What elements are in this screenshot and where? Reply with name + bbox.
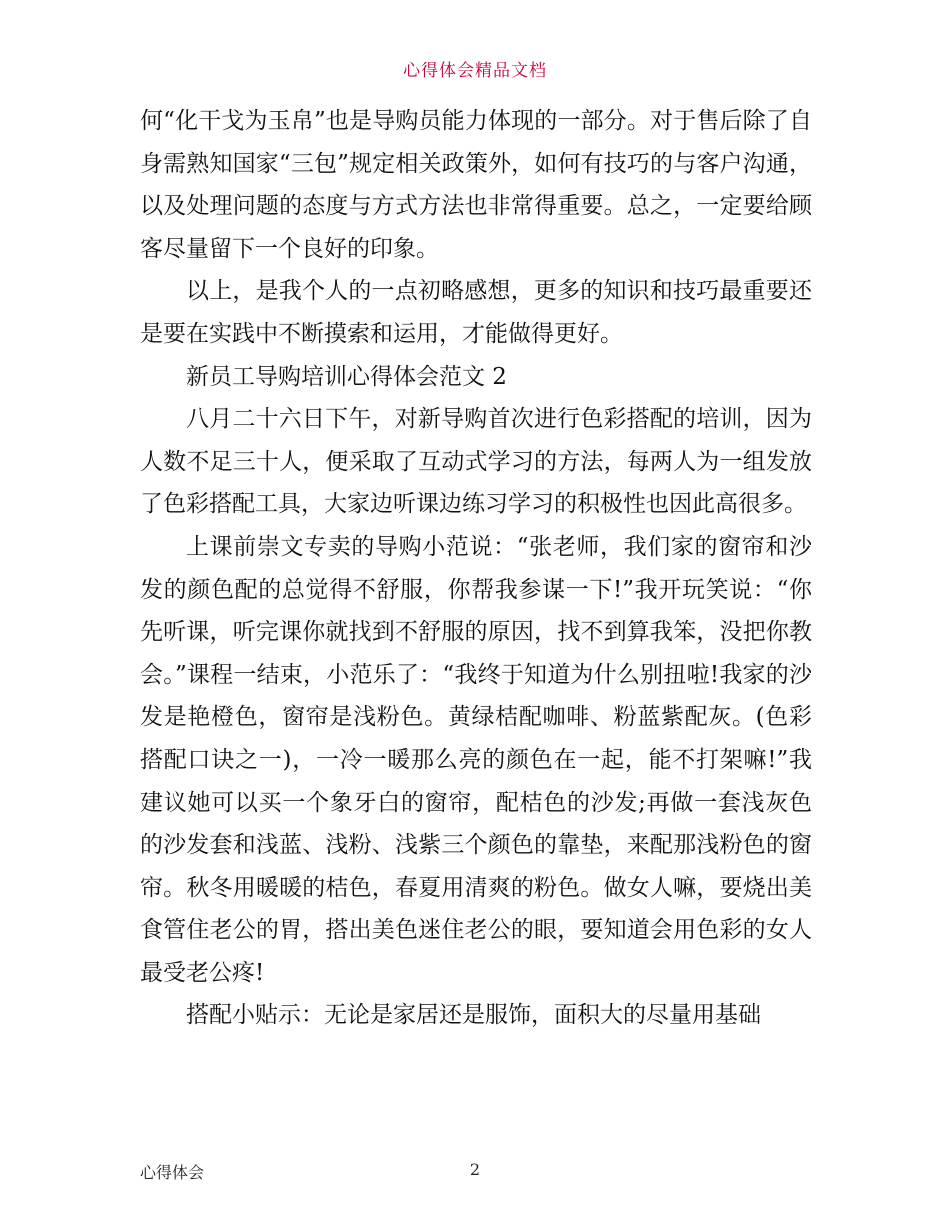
section-heading: 新员工导购培训心得体会范文 2	[186, 363, 507, 390]
paragraph-continuation: 何“化干戈为玉帛”也是导购员能力体现的一部分。对于售后除了自身需熟知国家“三包”规定相关政策外，如何有技巧的与客户沟通，以及处理问题的态度与方式方法也非常得重要。总之，一定要给顾客尽量留下一个良好的印象。	[140, 108, 812, 262]
page-number: 2	[469, 1160, 481, 1179]
paragraph-conclusion: 以上，是我个人的一点初略感想，更多的知识和技巧最重要还是要在实践中不断摸索和运用，才能做得更好。	[140, 278, 812, 347]
paragraph-training-intro: 八月二十六日下午，对新导购首次进行色彩搭配的培训，因为人数不足三十人，便采取了互动式学习的方法，每两人为一组发放了色彩搭配工具，大家边听课边练习学习的积极性也因此高很多。	[140, 406, 812, 518]
paragraph-story: 上课前崇文专卖的导购小范说：“张老师，我们家的窗帘和沙发的颜色配的总觉得不舒服，你帮我参谋一下!”我开玩笑说：“你先听课，听完课你就找到不舒服的原因，找不到算我笨，没把你教会。”课程一结束，小范乐了：“我终于知道为什么别扭啦!我家的沙发是艳橙色，窗帘是浅粉色。黄绿桔配咖啡、粉蓝紫配灰。(色彩搭配口诀之一)，一冷一暖那么亮的颜色在一起，能不打架嘛!”我建议她可以买一个象牙白的窗帘，配桔色的沙发;再做一套浅灰色的沙发套和浅蓝、浅粉、浅紫三个颜色的靠垫，来配那浅粉色的窗帘。秋冬用暖暖的桔色，春夏用清爽的粉色。做女人嘛，要烧出美食管住老公的胃，搭出美色迷住老公的眼，要知道会用色彩的女人最受老公疼!	[140, 533, 812, 986]
paragraph-tip: 搭配小贴示：无论是家居还是服饰，面积大的尽量用基础	[186, 1002, 761, 1029]
document-body	[140, 100, 812, 1037]
footer-label: 心得体会	[140, 1163, 205, 1182]
document-header-title: 心得体会精品文档	[403, 61, 547, 81]
